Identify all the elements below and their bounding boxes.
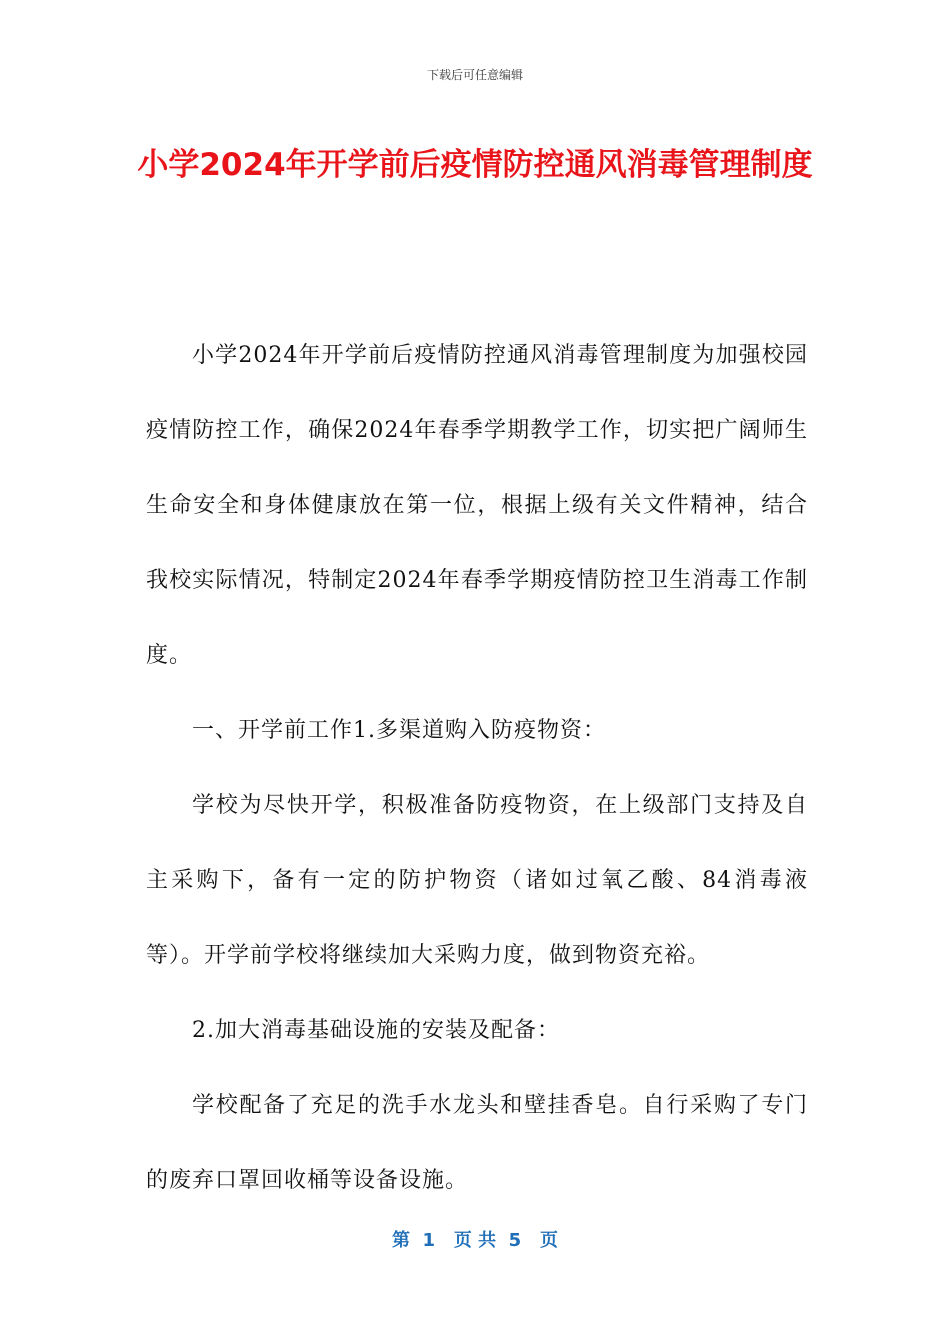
header-note: 下载后可任意编辑 — [426, 68, 523, 82]
paragraph-section-1-heading: 一、开学前工作1.多渠道购入防疫物资： — [192, 718, 606, 743]
document-title: 小学2024年开学前后疫情防控通风消毒管理制度 — [137, 147, 813, 183]
document-body — [146, 318, 808, 1218]
paragraph-supplies: 学校为尽快开学，积极准备防疫物资，在上级部门支持及自主采购下，备有一定的防护物资（诸如过氧乙酸、84消毒液等）。开学前学校将继续加大采购力度，做到物资充裕。 — [146, 793, 808, 968]
paragraph-intro: 小学2024年开学前后疫情防控通风消毒管理制度为加强校园疫情防控工作，确保2024年春季学期教学工作，切实把广阔师生生命安全和身体健康放在第一位，根据上级有关文件精神，结合我校实际情况，特制定2024年春季学期疫情防控卫生消毒工作制度。 — [146, 343, 808, 668]
paragraph-section-2-heading: 2.加大消毒基础设施的安装及配备： — [192, 1018, 560, 1043]
page-number-footer: 第 1 页 共 5 页 — [392, 1230, 558, 1251]
paragraph-facilities: 学校配备了充足的洗手水龙头和壁挂香皂。自行采购了专门的废弃口罩回收桶等设备设施。 — [146, 1093, 808, 1193]
